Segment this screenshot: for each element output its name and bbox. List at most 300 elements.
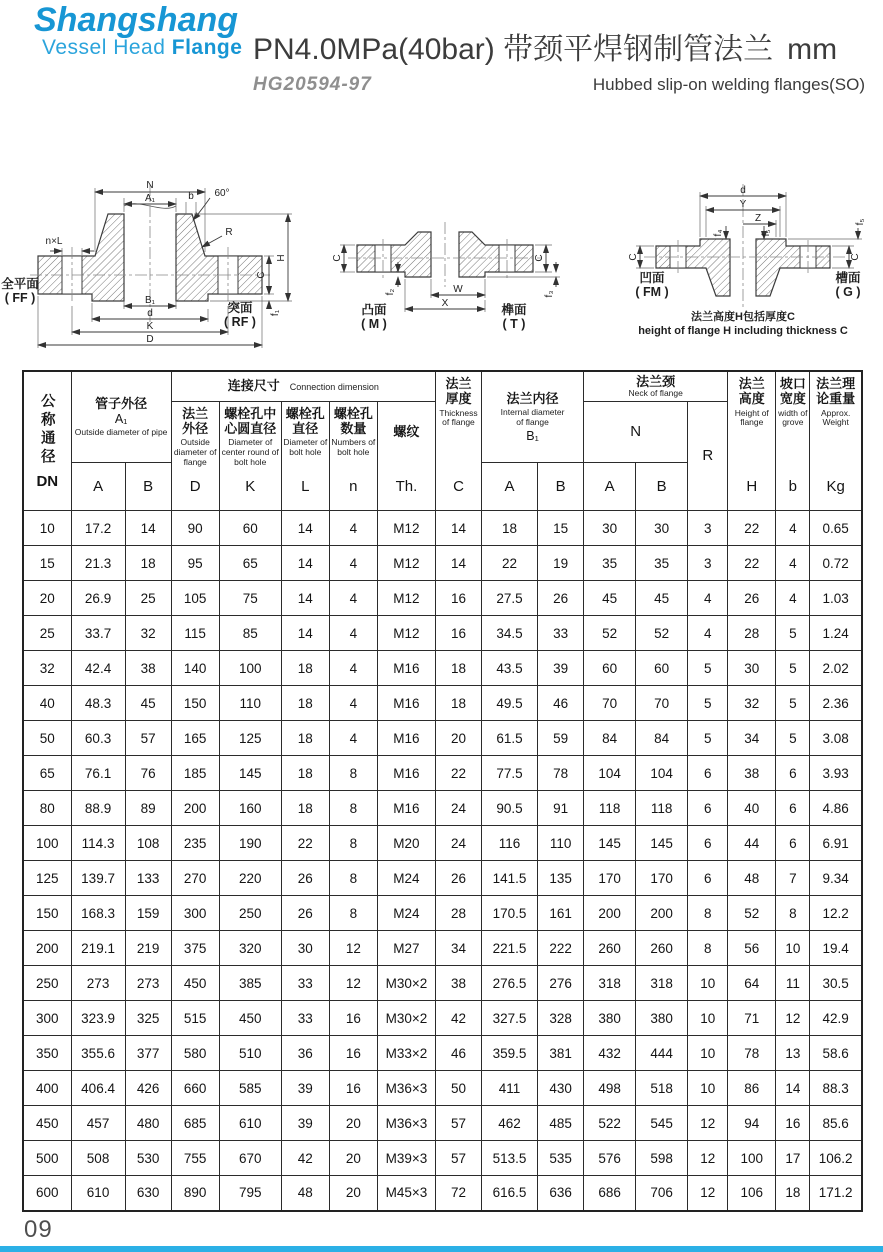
table-cell: 12 [329,931,377,966]
table-cell: 17.2 [71,511,125,546]
table-cell: 26 [281,896,329,931]
table-cell: 18 [281,721,329,756]
table-cell: 58.6 [810,1036,862,1071]
table-cell: 94 [728,1106,776,1141]
table-cell: 6 [776,791,810,826]
table-cell: 250 [23,966,71,1001]
table-cell: M45×3 [377,1176,435,1211]
table-cell: M16 [377,791,435,826]
table-cell: 34 [728,721,776,756]
table-cell: 320 [219,931,281,966]
table-cell: 26 [538,581,584,616]
table-cell: 580 [171,1036,219,1071]
table-cell: 57 [125,721,171,756]
table-cell: 18 [482,511,538,546]
table-cell: 12 [688,1176,728,1211]
dim-label-r-fillet: R [225,227,233,238]
table-cell: 30.5 [810,966,862,1001]
table-cell: 276 [538,966,584,1001]
table-cell: 28 [728,616,776,651]
table-row [23,651,862,686]
drawing-m-t [300,212,595,337]
table-cell: 150 [23,896,71,931]
table-cell: 5 [776,686,810,721]
dim-label-f5: f₅ [761,229,772,237]
table-cell: 88.3 [810,1071,862,1106]
table-row [23,1001,862,1036]
table-cell: 65 [219,546,281,581]
col-header-dn [23,371,71,511]
table-cell: 11 [776,966,810,1001]
table-cell: 385 [219,966,281,1001]
table-cell: 6 [688,826,728,861]
table-row [23,1176,862,1211]
table-cell: 40 [728,791,776,826]
table-cell: 78 [728,1036,776,1071]
table-cell: 25 [125,581,171,616]
table-cell: 16 [329,1036,377,1071]
table-cell: 19.4 [810,931,862,966]
table-cell: 513.5 [482,1141,538,1176]
table-row [23,686,862,721]
dim-label-a1: A₁ [144,193,156,204]
face-label-g-cn: 槽面 [835,271,861,285]
dim-label-60deg: 60° [214,188,230,199]
table-cell: 170 [636,861,688,896]
table-cell: 108 [125,826,171,861]
drawing-caption-en: height of flange H including thickness C [638,325,848,337]
table-cell: 38 [435,966,481,1001]
table-cell: 35 [636,546,688,581]
table-cell: 42 [435,1001,481,1036]
table-cell: 185 [171,756,219,791]
table-cell: 457 [71,1106,125,1141]
table-cell: 78 [538,756,584,791]
table-cell: 43.5 [482,651,538,686]
dim-label-c-left: C [332,254,343,262]
table-cell: 7 [776,861,810,896]
table-cell: 60 [636,651,688,686]
table-cell: 104 [636,756,688,791]
table-cell: 430 [538,1071,584,1106]
table-cell: 14 [125,511,171,546]
table-cell: 32 [23,651,71,686]
dn-label-cn: 公称通径 [38,392,55,467]
table-cell: 706 [636,1176,688,1211]
col-header-thickness: 法兰厚度 Thickness of flange C [435,371,481,511]
table-cell: 4 [776,581,810,616]
table-cell: 6.91 [810,826,862,861]
col-header-groove: 坡口宽度 width of grove b [776,371,810,511]
table-cell: 12 [776,1001,810,1036]
table-cell: 26 [728,581,776,616]
table-cell: 510 [219,1036,281,1071]
dim-label-h-height: H [276,254,287,262]
table-cell: 273 [71,966,125,1001]
table-cell: 219 [125,931,171,966]
table-cell: 19 [538,546,584,581]
table-cell: 200 [636,896,688,931]
table-cell: M39×3 [377,1141,435,1176]
table-cell: 15 [23,546,71,581]
table-cell: 190 [219,826,281,861]
table-cell: 600 [23,1176,71,1211]
table-cell: 116 [482,826,538,861]
table-cell: 545 [636,1106,688,1141]
table-cell: 8 [329,826,377,861]
face-label-m-code: ( M ) [361,317,387,331]
table-cell: 8 [688,931,728,966]
dim-label-d-top: d [740,185,746,196]
col-header-connection: 连接尺寸 Connection dimension [171,371,435,401]
drawing-caption-cn: 法兰高度H包括厚度C [691,311,795,323]
table-cell: 222 [538,931,584,966]
table-cell: 46 [435,1036,481,1071]
table-cell: 85 [219,616,281,651]
table-cell: 12 [688,1106,728,1141]
table-cell: 3.93 [810,756,862,791]
table-cell: 106 [728,1176,776,1211]
table-cell: M33×2 [377,1036,435,1071]
table-cell: 85.6 [810,1106,862,1141]
table-cell: 515 [171,1001,219,1036]
table-cell: 16 [329,1001,377,1036]
col-subheader-pipe-a: A [71,462,125,510]
table-cell: 118 [584,791,636,826]
bottom-accent-bar [0,1246,883,1252]
table-cell: 57 [435,1106,481,1141]
table-cell: 508 [71,1141,125,1176]
table-cell: 795 [219,1176,281,1211]
table-cell: 48 [728,861,776,896]
table-cell: 160 [219,791,281,826]
table-cell: 12.2 [810,896,862,931]
table-cell: 22 [281,826,329,861]
dim-label-f1: f₁ [270,309,281,317]
table-cell: 300 [23,1001,71,1036]
table-cell: 20 [329,1176,377,1211]
company-logo [34,2,242,60]
table-cell: 24 [435,791,481,826]
table-cell: 0.72 [810,546,862,581]
table-cell: 6 [776,756,810,791]
table-cell: 38 [728,756,776,791]
dim-label-nxl: n×L [45,236,63,247]
table-cell: 49.5 [482,686,538,721]
table-cell: 48 [281,1176,329,1211]
dim-label-c-right: C [534,254,545,262]
table-cell: 80 [23,791,71,826]
table-cell: 6 [688,791,728,826]
table-cell: 20 [329,1141,377,1176]
table-cell: 13 [776,1036,810,1071]
table-cell: 9.34 [810,861,862,896]
table-cell: 6 [688,861,728,896]
table-cell: 18 [435,651,481,686]
table-cell: 57 [435,1141,481,1176]
table-cell: 300 [171,896,219,931]
table-cell: 355.6 [71,1036,125,1071]
table-cell: 1.24 [810,616,862,651]
table-cell: 100 [219,651,281,686]
logo-wordmark: Shangshang [34,1,239,39]
table-cell: 100 [23,826,71,861]
table-cell: M16 [377,686,435,721]
table-cell: 200 [171,791,219,826]
table-cell: 88.9 [71,791,125,826]
table-cell: 4 [329,581,377,616]
table-cell: 5 [776,651,810,686]
table-cell: 585 [219,1071,281,1106]
table-cell: 22 [728,546,776,581]
col-header-bolt-num: 螺栓孔数量 Numbers of bolt hole n [329,401,377,511]
dim-label-b1-bore: B₁ [144,295,156,306]
table-cell: 42.9 [810,1001,862,1036]
table-row [23,1036,862,1071]
table-row [23,511,862,546]
table-body [23,511,862,1211]
table-cell: 170.5 [482,896,538,931]
table-cell: 133 [125,861,171,896]
table-cell: 359.5 [482,1036,538,1071]
table-cell: 118 [636,791,688,826]
table-cell: 377 [125,1036,171,1071]
table-cell: 406.4 [71,1071,125,1106]
table-row [23,861,862,896]
table-cell: 115 [171,616,219,651]
table-cell: 52 [584,616,636,651]
col-header-neck: 法兰颈 Neck of flange [584,371,728,401]
table-cell: 100 [728,1141,776,1176]
table-cell: 318 [584,966,636,1001]
table-cell: 610 [219,1106,281,1141]
table-cell: 86 [728,1071,776,1106]
table-cell: 16 [776,1106,810,1141]
table-cell: 576 [584,1141,636,1176]
table-cell: M36×3 [377,1071,435,1106]
col-header-bolt-circle: 螺栓孔中心圆直径 Diameter of center round of bolt hole K [219,401,281,511]
table-cell: 135 [538,861,584,896]
table-cell: 26.9 [71,581,125,616]
table-cell: 30 [281,931,329,966]
title-subrow [253,74,865,96]
table-cell: 10 [776,931,810,966]
table-cell: 498 [584,1071,636,1106]
table-cell: 450 [23,1106,71,1141]
table-cell: 20 [435,721,481,756]
table-cell: 70 [636,686,688,721]
table-cell: M24 [377,896,435,931]
table-cell: 235 [171,826,219,861]
dim-label-c-left-fm: C [628,253,639,261]
table-cell: 630 [125,1176,171,1211]
table-cell: 26 [435,861,481,896]
table-cell: 221.5 [482,931,538,966]
dim-label-k-boltcircle: K [146,321,154,332]
dim-label-d-face: d [147,308,153,319]
table-row [23,791,862,826]
table-row [23,721,862,756]
table-cell: 145 [584,826,636,861]
table-cell: 8 [329,861,377,896]
table-cell: 48.3 [71,686,125,721]
table-cell: 14 [776,1071,810,1106]
table-cell: 91 [538,791,584,826]
dn-code: DN [36,472,59,490]
table-cell: 32 [125,616,171,651]
table-cell: 15 [538,511,584,546]
table-cell: 12 [329,966,377,1001]
table-cell: 21.3 [71,546,125,581]
table-cell: 89 [125,791,171,826]
table-cell: 60 [584,651,636,686]
table-cell: 18 [281,686,329,721]
table-cell: 4 [329,546,377,581]
table-cell: 114.3 [71,826,125,861]
table-cell: 890 [171,1176,219,1211]
table-cell: 39 [281,1071,329,1106]
table-cell: 8 [329,791,377,826]
face-label-m-cn: 凸面 [361,303,387,317]
table-cell: 3 [688,546,728,581]
table-cell: 22 [482,546,538,581]
table-cell: 5 [688,651,728,686]
table-cell: M30×2 [377,1001,435,1036]
table-cell: 18 [281,756,329,791]
table-cell: 34.5 [482,616,538,651]
table-cell: 0.65 [810,511,862,546]
table-cell: 27.5 [482,581,538,616]
table-cell: 20 [23,581,71,616]
table-cell: 200 [23,931,71,966]
table-cell: 350 [23,1036,71,1071]
dim-label-w: W [453,284,463,295]
table-row [23,546,862,581]
face-label-g-code: ( G ) [835,285,861,299]
col-header-weight: 法兰理论重量 Approx. Weight Kg [810,371,862,511]
table-cell: M12 [377,546,435,581]
table-cell: 16 [435,616,481,651]
table-cell: 2.36 [810,686,862,721]
table-cell: 4 [329,686,377,721]
dim-label-y: Y [739,199,747,210]
table-cell: 17 [776,1141,810,1176]
table-cell: 4 [688,616,728,651]
table-cell: M24 [377,861,435,896]
table-cell: 168.3 [71,896,125,931]
table-cell: 32 [728,686,776,721]
table-row [23,966,862,1001]
dim-label-z: Z [754,213,762,224]
table-cell: 14 [435,546,481,581]
table-cell: 325 [125,1001,171,1036]
table-cell: 500 [23,1141,71,1176]
table-cell: 4.86 [810,791,862,826]
table-cell: 60 [219,511,281,546]
table-cell: 90 [171,511,219,546]
table-cell: 219.1 [71,931,125,966]
table-cell: 39 [538,651,584,686]
dim-label-f3: f₃ [544,290,555,298]
col-subheader-bore-a: A [482,462,538,510]
table-cell: 12 [688,1141,728,1176]
table-cell: 375 [171,931,219,966]
table-cell: 8 [776,896,810,931]
col-subheader-neck-b: B [636,462,688,510]
table-cell: 28 [435,896,481,931]
table-cell: M20 [377,826,435,861]
table-cell: 170 [584,861,636,896]
table-cell: 14 [435,511,481,546]
logo-tagline: Vessel Head Flange [42,36,243,60]
table-header [23,371,862,511]
col-header-bore: 法兰内径 Internal diameter of flange B₁ [482,371,584,462]
table-cell: 686 [584,1176,636,1211]
col-header-pipe-od: 管子外径 A₁ Outside diameter of pipe [71,371,171,462]
table-cell: 450 [171,966,219,1001]
table-cell: 105 [171,581,219,616]
table-cell: 39 [281,1106,329,1141]
table-cell: 380 [636,1001,688,1036]
table-cell: 20 [329,1106,377,1141]
table-cell: M12 [377,581,435,616]
table-cell: 161 [538,896,584,931]
table-cell: 535 [538,1141,584,1176]
table-cell: 25 [23,616,71,651]
table-cell: 38 [125,651,171,686]
table-cell: 125 [219,721,281,756]
dim-label-f5-right: f₅ [855,218,866,226]
table-cell: 220 [219,861,281,896]
table-cell: 318 [636,966,688,1001]
table-cell: 10 [688,1071,728,1106]
table-cell: 636 [538,1176,584,1211]
table-cell: 33 [538,616,584,651]
table-cell: 3.08 [810,721,862,756]
dim-label-n-hub: N [146,180,154,191]
table-row [23,826,862,861]
table-cell: 4 [329,616,377,651]
table-cell: 5 [776,721,810,756]
table-cell: 70 [584,686,636,721]
table-cell: 610 [71,1176,125,1211]
table-cell: 76 [125,756,171,791]
face-label-fm-cn: 凹面 [639,271,665,285]
table-cell: 10 [23,511,71,546]
table-cell: M16 [377,721,435,756]
table-cell: 145 [636,826,688,861]
table-row [23,1141,862,1176]
table-cell: 65 [23,756,71,791]
table-cell: 444 [636,1036,688,1071]
table-cell: 16 [329,1071,377,1106]
table-cell: 432 [584,1036,636,1071]
table-cell: M30×2 [377,966,435,1001]
table-cell: 462 [482,1106,538,1141]
table-cell: 670 [219,1141,281,1176]
table-cell: 171.2 [810,1176,862,1211]
table-cell: 76.1 [71,756,125,791]
table-cell: 34 [435,931,481,966]
table-cell: 273 [125,966,171,1001]
table-cell: 22 [435,756,481,791]
table-cell: 59 [538,721,584,756]
table-cell: 276.5 [482,966,538,1001]
table-cell: 10 [688,966,728,1001]
table-cell: 61.5 [482,721,538,756]
table-cell: 1.03 [810,581,862,616]
face-label-rf-cn: 突面 [227,301,253,315]
